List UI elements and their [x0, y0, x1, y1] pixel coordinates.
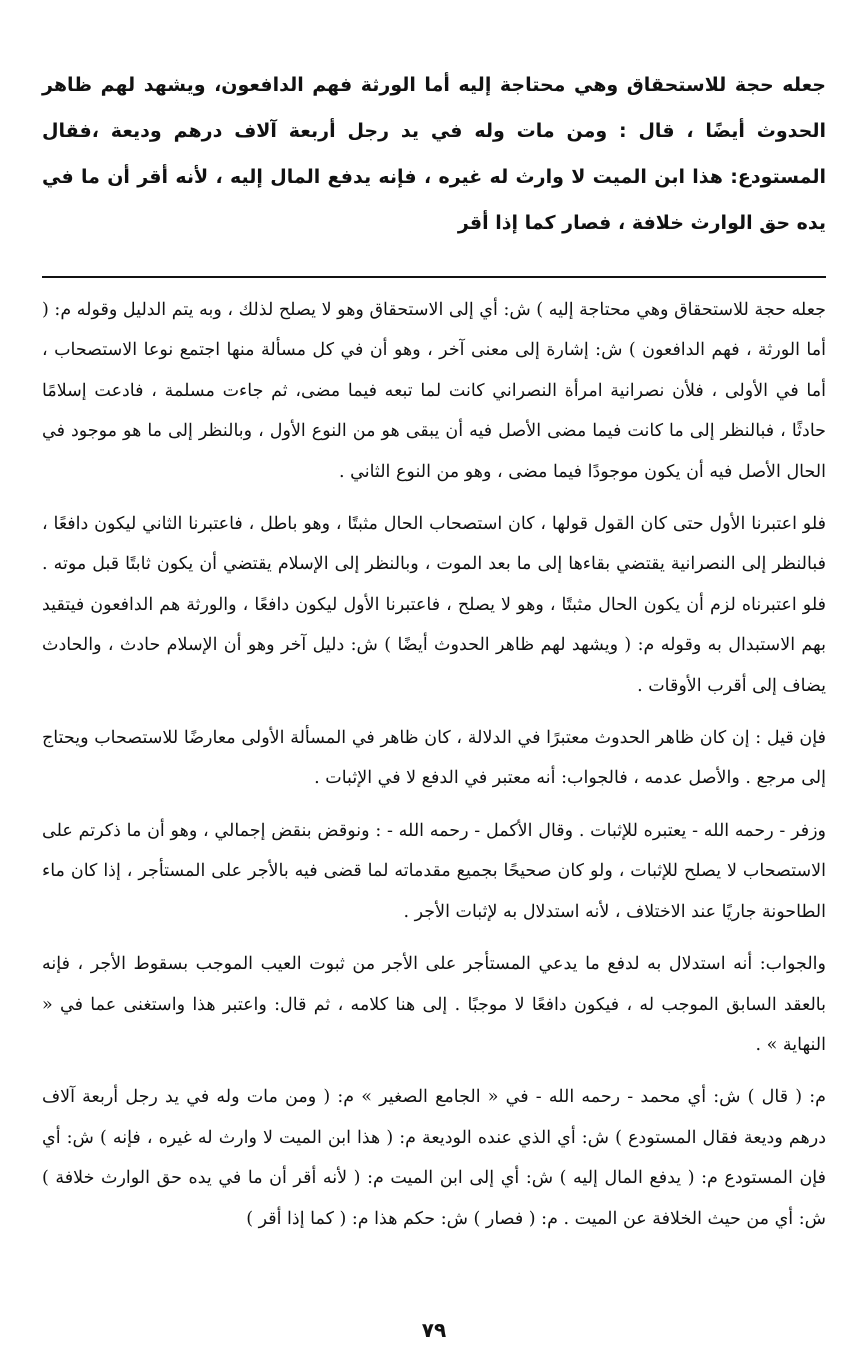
commentary-paragraph: م: ( قال ) ش: أي محمد - رحمه الله - في « الجامع الصغير » م: ( ومن مات وله في يد رجل أربعة آلاف درهم وديعة فقال المستودع ) ش: أي الذي عنده الوديعة م: ( هذا ابن الميت لا وارث له غيره ، فإنه ) ش: أي فإن المستودع م: ( يدفع المال إليه ) ش: أي إلى ابن الميت م: ( لأنه أقر أن ما في يده حق الوارث خلافة ) ش: أي من حيث الخلافة عن الميت . م: ( فصار ) ش: حكم هذا م: ( كما إذا أقر )	[42, 1087, 826, 1229]
commentary	[42, 290, 826, 1239]
page-number: ٧٩	[421, 1318, 447, 1342]
commentary-paragraph: جعله حجة للاستحقاق وهي محتاجة إليه ) ش: أي إلى الاستحقاق وهو لا يصلح لذلك ، وبه يتم الدليل وقوله م: ( أما الورثة ، فهم الدافعون ) ش: إشارة إلى معنى آخر ، وهو أن في كل مسألة منها اجتمع نوعا الاستصحاب ، أما في الأولى ، فلأن نصرانية امرأة النصراني كانت لما تبعه فيما مضى، ثم جاءت مسلمة ، فادعت إسلامًا حادثًا ، فبالنظر إلى ما كانت فيما مضى الأصل فيه أن يبقى هو من النوع الأول ، وبالنظر إلى ما هو موجود في الحال الأصل فيه أن يكون موجودًا فيما مضى ، وهو من النوع الثاني .	[42, 300, 826, 482]
page-body	[42, 62, 826, 1251]
commentary-paragraph: وزفر - رحمه الله - يعتبره للإثبات . وقال الأكمل - رحمه الله - : ونوقض بنقض إجمالي ، وهو أن ما ذكرتم على الاستصحاب لا يصلح للإثبات ، ولو كان صحيحًا بجميع مقدماته لما قضى فيه بالأجر على المستأجر ، إذا كان ماء الطاحونة جاريًا عند الاختلاف ، لأنه استدلال به لإثبات الأجر .	[42, 820, 826, 922]
commentary-paragraph: والجواب: أنه استدلال به لدفع ما يدعي المستأجر على الأجر من ثبوت العيب الموجب بسقوط الأجر ، فإنه بالعقد السابق الموجب له ، فيكون دافعًا لا موجبًا . إلى هنا كلامه ، ثم قال: واعتبر هذا واستغنى عما في « النهاية » .	[42, 954, 826, 1055]
commentary-paragraph: فإن قيل : إن كان ظاهر الحدوث معتبرًا في الدلالة ، كان ظاهر في المسألة الأولى معارضًا للاستصحاب ويحتاج إلى مرجع . والأصل عدمه ، فالجواب: أنه معتبر في الدفع لا في الإثبات .	[42, 728, 826, 789]
matn-text: جعله حجة للاستحقاق وهي محتاجة إليه أما الورثة فهم الدافعون، ويشهد لهم ظاهر الحدوث أيضًا ، قال : ومن مات وله في يد رجل أربعة آلاف درهم وديعة ،فقال المستودع: هذا ابن الميت لا وارث له غيره ، فإنه يدفع المال إليه ، لأنه أقر أن ما في يده حق الوارث خلافة ، فصار كما إذا أقر	[42, 74, 826, 234]
commentary-paragraph: فلو اعتبرنا الأول حتى كان القول قولها ، كان استصحاب الحال مثبتًا ، وهو باطل ، فاعتبرنا الثاني ليكون دافعًا ، فبالنظر إلى النصرانية يقتضي بقاءها إلى ما بعد الموت ، وبالنظر إلى الإسلام يقتضي أن يكون ثابتًا قبل موته . فلو اعتبرناه لزم أن يكون الحال مثبتًا ، وهو لا يصلح ، فاعتبرنا الأول ليكون دافعًا ، والورثة هم الدافعون فيتقيد بهم الاستبدال به وقوله م: ( ويشهد لهم ظاهر الحدوث أيضًا ) ش: دليل آخر وهو أن الإسلام حادث ، والحادث يضاف إلى أقرب الأوقات .	[42, 514, 826, 696]
section-divider	[42, 276, 826, 278]
